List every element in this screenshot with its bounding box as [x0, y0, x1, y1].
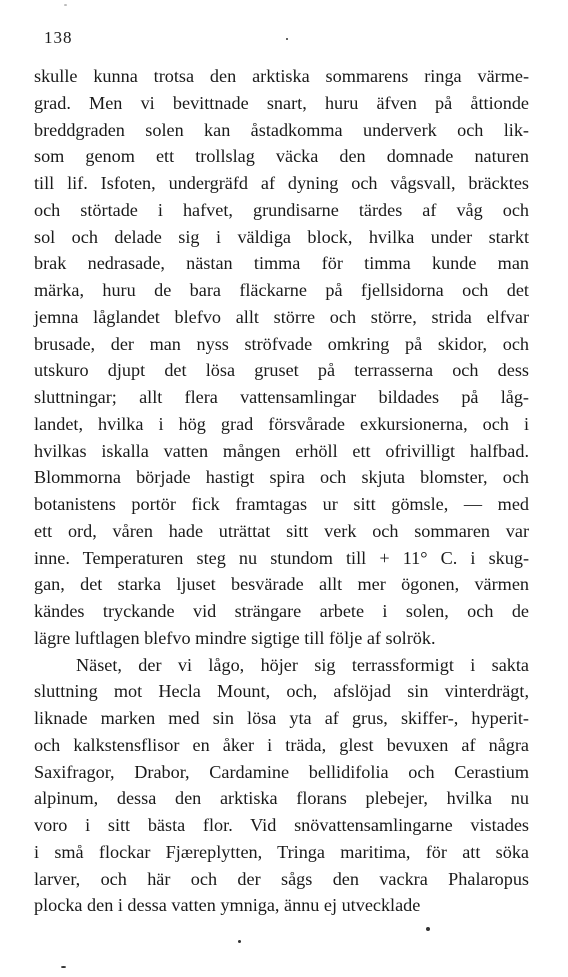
text-line: sol och delade sig i väldiga block, hvilka under starkt — [34, 226, 529, 247]
text-line: voro i sitt bästa flor. Vid snövattensamlingarne vistades — [34, 815, 529, 835]
print-speck — [61, 966, 66, 968]
text-line: Näset, der vi lågo, höjer sig terrassformigt i sakta — [76, 654, 529, 675]
text-line: liknade marken med sin lösa yta af grus, skiffer-, hyperit- — [34, 708, 529, 728]
text-line: plocka den i dessa vatten ymniga, ännu ej utvecklade — [34, 895, 421, 916]
text-line: breddgraden solen kan åstadkomma underverk och lik- — [34, 119, 529, 140]
text-line: larver, och här och der sågs den vackra Phalaropus — [34, 868, 529, 889]
text-line: jemna låglandet blefvo allt större och större, strida elfvar — [34, 306, 529, 327]
text-line: alpinum, dessa den arktiska florans plebejer, hvilka nu — [34, 788, 529, 809]
text-line: som genom ett trollslag väcka den domnade naturen — [34, 146, 529, 167]
text-line: inne. Temperaturen steg nu stundom till + 11° C. i skug- — [34, 547, 529, 568]
text-line: i små flockar Fjæreplytten, Tringa maritima, för att söka — [34, 841, 529, 862]
text-line: landet, hvilka i hög grad försvårade exkursionerna, och i — [34, 413, 529, 434]
text-line: grad. Men vi bevittnade snart, huru äfven på åttionde — [34, 92, 529, 113]
print-speck — [426, 927, 430, 931]
text-line: och kalkstensflisor en åker i träda, glest bevuxen af några — [34, 734, 529, 755]
text-line: utskuro djupt det lösa gruset på terrasserna och dess — [34, 360, 529, 381]
page-number: 138 — [44, 28, 73, 47]
text-line: märka, huru de bara fläckarne på fjellsidorna och det — [34, 280, 529, 300]
text-line: sluttningar; allt flera vattensamlingar bildades på låg- — [34, 387, 529, 407]
text-line: gan, det starka ljuset besvärade allt mer ögonen, värmen — [34, 574, 529, 595]
print-speck — [286, 38, 288, 40]
text-line: och störtade i hafvet, grundisarne tärdes af våg och — [34, 199, 529, 220]
text-line: brusade, der man nyss ströfvade omkring på skidor, och — [34, 333, 529, 354]
text-line: lägre luftlagen blefvo mindre sigtige till följe af solrök. — [34, 627, 436, 648]
text-line: brak nedrasade, nästan timma för timma kunde man — [34, 253, 529, 274]
text-line: skulle kunna trotsa den arktiska sommarens ringa värme- — [34, 66, 529, 86]
print-speck — [64, 4, 67, 6]
text-line: till lif. Isfoten, undergräfd af dyning och vågsvall, bräcktes — [34, 173, 529, 193]
text-line: botanistens portör fick framtagas ur sitt gömsle, — med — [34, 494, 529, 514]
text-line: kändes tryckande vid strängare arbete i solen, och de — [34, 601, 529, 621]
print-speck — [238, 940, 241, 943]
text-line: hvilkas iskalla vatten mången erhöll ett ofrivilligt halfbad. — [34, 440, 529, 461]
body-text — [34, 63, 529, 919]
text-line: sluttning mot Hecla Mount, och, afslöjad sin vinterdrägt, — [34, 681, 529, 702]
text-line: Blommorna började hastigt spira och skjuta blomster, och — [34, 467, 529, 488]
text-line: Saxifragor, Drabor, Cardamine bellidifolia och Cerastium — [34, 761, 529, 782]
text-line: ett ord, våren hade uträttat sitt verk och sommaren var — [34, 520, 529, 541]
